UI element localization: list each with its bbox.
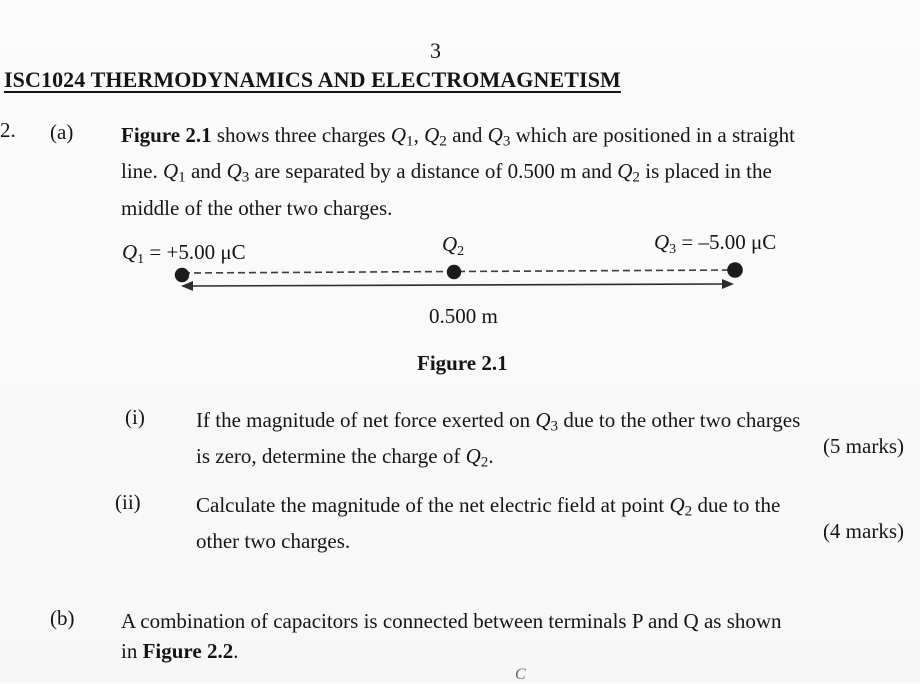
part-a-text: shows three charges [211,123,391,147]
subscript: 2 [439,133,447,150]
part-b-text-fragment: in [121,639,143,663]
subscript: 2 [684,503,693,520]
right-arrowhead-icon [722,279,734,289]
subpart-ii-marks: (4 marks) [822,519,904,543]
question-number: 2. [0,118,16,142]
subpart-i-text [196,405,910,478]
figure-ref-2-2: Figure 2.2 [142,639,234,663]
part-b-line-2 [121,636,911,666]
subpart-i-text-fragment: due to the other two charges [558,408,801,432]
subpart-i-text-fragment: . [488,444,494,469]
symbol-q3: Q [487,123,503,147]
subpart-i-text-fragment: is zero, determine the charge of [196,444,466,469]
symbol-q2: Q [465,444,481,469]
subscript: 3 [502,133,511,150]
distance-arrow-line [189,284,725,286]
figure-caption: Figure 2.1 [417,351,508,375]
subscript: 1 [406,133,414,150]
subpart-ii-label: (ii) [115,490,141,514]
left-arrowhead-icon [181,281,193,291]
symbol-q3: Q [535,408,551,432]
subpart-ii-text [196,490,910,556]
part-a-text: is placed in the [639,159,772,184]
q1-label: Q1 = +5.00 μC [122,240,246,267]
q3-label: Q3 = –5.00 μC [654,230,777,257]
subpart-i-text-fragment: If the magnitude of net force exerted on [196,408,536,432]
subpart-i-marks: (5 marks) [822,434,904,458]
charge-q1-dot [175,268,189,282]
charge-q3-dot [727,262,743,278]
subscript: 1 [178,169,186,186]
subscript: 3 [241,169,250,186]
part-a-text: which are positioned in a straight [510,123,795,147]
page-number: 3 [430,38,441,63]
part-b-line-1: A combination of capacitors is connected between terminals P and Q as shown [121,609,782,633]
course-title: ISC1024 THERMODYNAMICS AND ELECTROMAGNETISM [4,67,621,92]
subpart-ii-line-2: other two charges. [196,529,351,554]
figure-ref-2-1: Figure 2.1 [121,123,212,147]
part-a-text: line. [121,159,163,184]
q2-label: Q2 [442,232,465,259]
subpart-ii-text-fragment: Calculate the magnitude of the net electric field at point [196,493,670,517]
subscript: 2 [632,169,640,186]
part-a-label: (a) [50,120,74,144]
symbol-q1: Q [390,123,407,147]
part-a-text: , [413,123,425,147]
part-a-text: and [185,159,227,184]
distance-label: 0.500 m [429,304,498,328]
part-a-line-3: middle of the other two charges. [121,195,393,220]
subscript: 3 [550,418,559,435]
part-b-paragraph [121,606,911,666]
subscript: 2 [480,454,489,471]
part-b-text-fragment: . [233,639,239,663]
symbol-q1: Q [163,159,179,184]
subpart-i-line-1 [196,405,910,441]
symbol-q3: Q [226,159,242,184]
charge-q2-dot [447,265,461,279]
partial-capacitor-label: C [515,666,526,683]
symbol-q2: Q [617,159,633,184]
subpart-i-line-2 [196,441,910,477]
symbol-q2: Q [424,123,440,147]
part-a-text: and [446,123,488,147]
part-b-label: (b) [50,606,75,630]
subpart-ii-text-fragment: due to the [692,493,781,517]
subpart-i-label: (i) [125,405,145,429]
part-a-text: are separated by a distance of 0.500 m and [249,159,618,184]
symbol-q2: Q [669,493,685,517]
subpart-ii-line-1 [196,490,910,526]
